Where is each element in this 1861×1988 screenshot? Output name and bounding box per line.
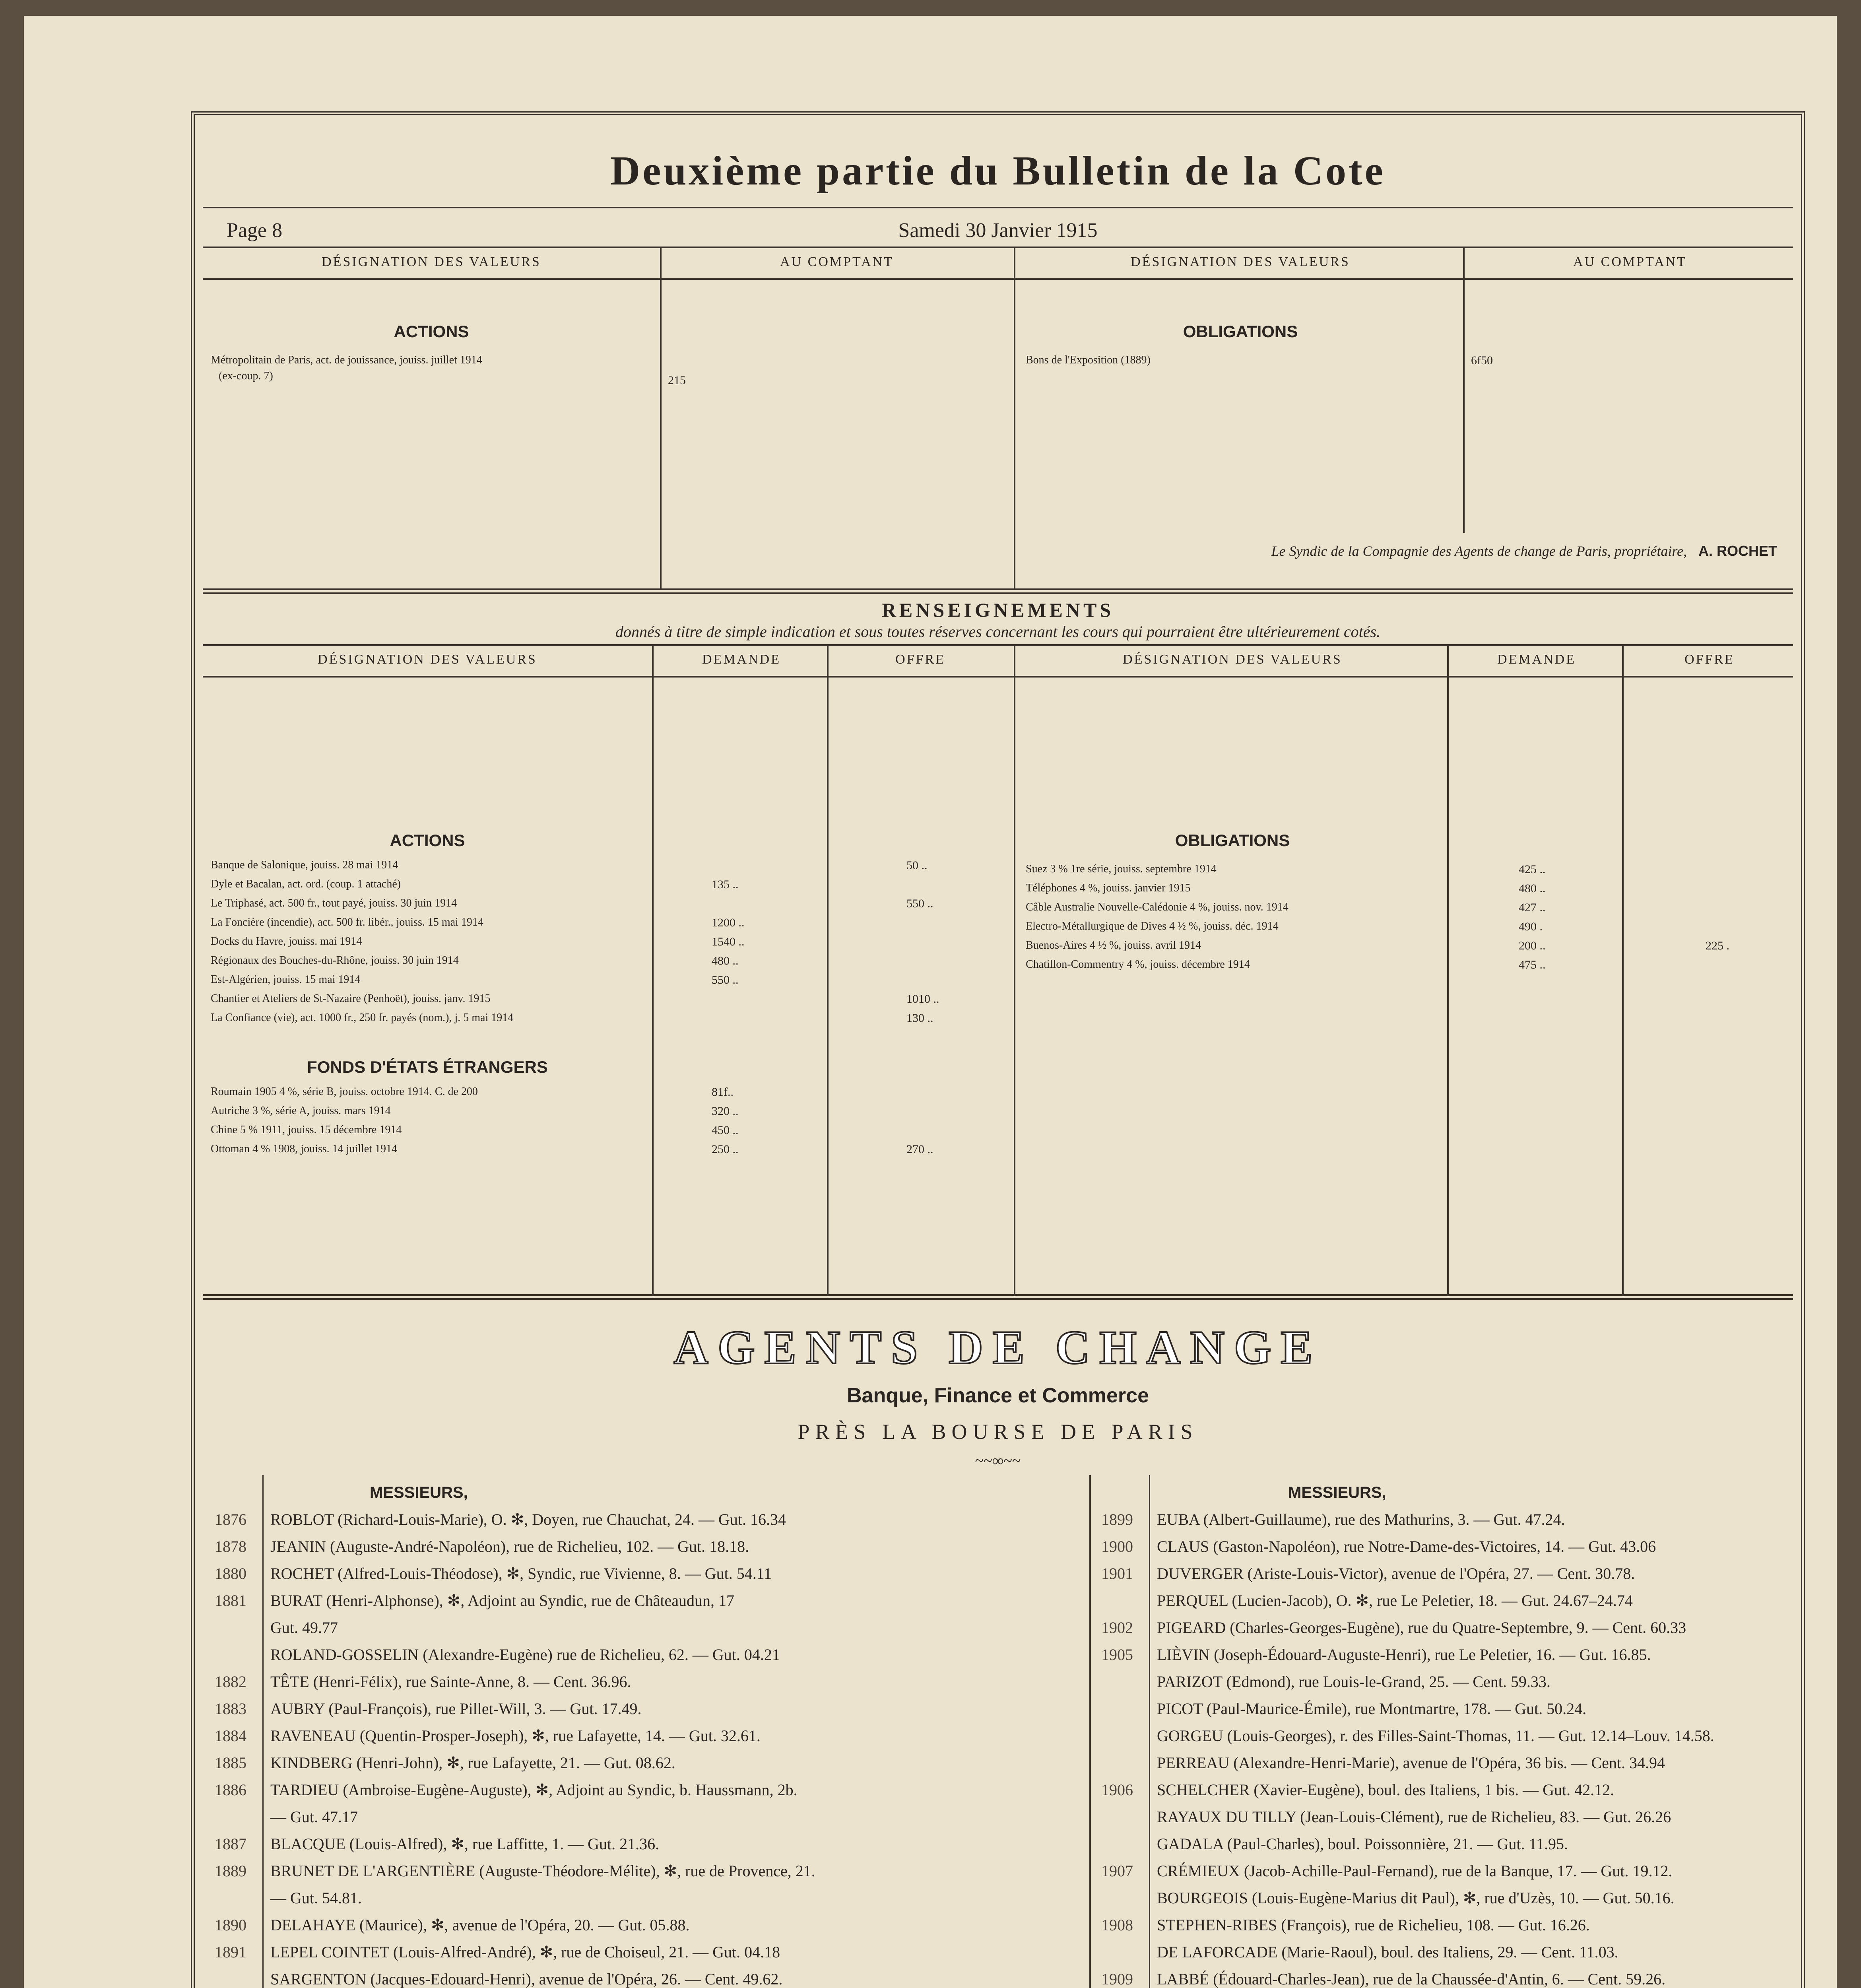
agent-text: JEANIN (Auguste-André-Napoléon), rue de Richelieu, 102. — Gut. 18.18. xyxy=(270,1538,749,1555)
agent-entry xyxy=(203,1641,1085,1668)
fonds-heading: FONDS D'ÉTATS ÉTRANGERS xyxy=(307,1058,548,1076)
demande-value: 200 .. xyxy=(1519,939,1546,952)
valeur-name: Autriche 3 %, série A, jouiss. mars 1914 xyxy=(211,1105,391,1117)
syndic-name: A. ROCHET xyxy=(1698,543,1777,559)
agent-text: GADALA (Paul-Charles), boul. Poissonnière, 21. — Gut. 11.95. xyxy=(1157,1835,1568,1853)
header-rule xyxy=(203,644,1793,646)
valeur-name: Chine 5 % 1911, jouiss. 15 décembre 1914 xyxy=(211,1124,402,1136)
agent-entry xyxy=(203,1587,1085,1614)
demande-value: 320 .. xyxy=(712,1105,739,1118)
valeur-name: Suez 3 % 1re série, jouiss. septembre 1914 xyxy=(1026,863,1217,875)
col-header-designation: DÉSIGNATION DES VALEURS xyxy=(318,652,537,667)
offre-value: 130 .. xyxy=(906,1011,933,1025)
agent-text: RAYAUX DU TILLY (Jean-Louis-Clément), rue de Richelieu, 83. — Gut. 26.26 xyxy=(1157,1808,1671,1826)
agent-entry xyxy=(203,1858,1085,1885)
col-divider xyxy=(827,644,829,1296)
agent-entry xyxy=(1089,1560,1805,1587)
agent-entry xyxy=(203,1533,1085,1560)
valeur-name: Buenos-Aires 4 ½ %, jouiss. avril 1914 xyxy=(1026,939,1201,951)
header-rule xyxy=(203,676,1793,678)
header-rule xyxy=(203,278,1793,280)
agent-entry xyxy=(203,1614,1085,1641)
section-rule xyxy=(203,588,1793,590)
section-rule xyxy=(203,592,1793,594)
col-divider xyxy=(1447,644,1449,1296)
agent-entry xyxy=(1089,1722,1805,1749)
agent-entry xyxy=(1089,1966,1805,1988)
col-divider xyxy=(652,644,654,1296)
col-divider xyxy=(1463,247,1465,533)
agent-entry xyxy=(1089,1749,1805,1776)
valeur-name: Chatillon-Commentry 4 %, jouiss. décembre 1914 xyxy=(1026,958,1250,971)
agents-subtitle2: PRÈS LA BOURSE DE PARIS xyxy=(798,1420,1198,1444)
agent-entry xyxy=(1089,1804,1805,1831)
agent-year: 1880 xyxy=(215,1565,246,1582)
agent-text: CLAUS (Gaston-Napoléon), rue Notre-Dame-des-Victoires, 14. — Gut. 43.06 xyxy=(1157,1538,1656,1555)
newspaper-page xyxy=(24,16,1837,1988)
cote-row-name-cont: (ex-coup. 7) xyxy=(219,370,273,382)
agent-entry xyxy=(203,1966,1085,1988)
valeur-name: Câble Australie Nouvelle-Calédonie 4 %, jouiss. nov. 1914 xyxy=(1026,901,1289,913)
demande-value: 427 .. xyxy=(1519,901,1546,914)
offre-value: 225 . xyxy=(1706,939,1729,952)
valeur-name: Banque de Salonique, jouiss. 28 mai 1914 xyxy=(211,859,398,871)
col-header-demande-right: DEMANDE xyxy=(1497,652,1576,667)
demande-value: 450 .. xyxy=(712,1124,739,1137)
agent-entry xyxy=(203,1912,1085,1939)
agent-entry xyxy=(1089,1831,1805,1858)
agents-left-column xyxy=(203,1479,1085,1988)
valeur-name: Régionaux des Bouches-du-Rhône, jouiss. 30 juin 1914 xyxy=(211,954,459,967)
agent-text: PARIZOT (Edmond), rue Louis-le-Grand, 25. — Cent. 59.33. xyxy=(1157,1673,1551,1691)
agent-text: PERQUEL (Lucien-Jacob), O. ✻, rue Le Peletier, 18. — Gut. 24.67–24.74 xyxy=(1157,1592,1633,1609)
table-top-rule xyxy=(203,247,1793,248)
agent-entry xyxy=(203,1560,1085,1587)
valeur-name: Docks du Havre, jouiss. mai 1914 xyxy=(211,935,362,947)
issue-date: Samedi 30 Janvier 1915 xyxy=(898,219,1098,242)
agent-entry xyxy=(1089,1776,1805,1804)
valeur-name: Le Triphasé, act. 500 fr., tout payé, jouiss. 30 juin 1914 xyxy=(211,897,457,909)
title-rule xyxy=(203,207,1793,208)
agent-entry xyxy=(203,1722,1085,1749)
agents-left-list xyxy=(203,1506,1085,1988)
agent-text: KINDBERG (Henri-John), ✻, rue Lafayette, 21. — Gut. 08.62. xyxy=(270,1754,675,1772)
page-number: Page 8 xyxy=(227,219,283,242)
agent-text: DUVERGER (Ariste-Louis-Victor), avenue de l'Opéra, 27. — Cent. 30.78. xyxy=(1157,1565,1635,1582)
cote-row-value: 215 xyxy=(668,374,686,387)
offre-value: 550 .. xyxy=(906,897,933,910)
valeur-name: Dyle et Bacalan, act. ord. (coup. 1 attaché) xyxy=(211,878,401,890)
agent-entry xyxy=(1089,1614,1805,1641)
col-header-comptant: AU COMPTANT xyxy=(780,254,894,269)
offre-value: 50 .. xyxy=(906,859,928,872)
valeur-name: Chantier et Ateliers de St-Nazaire (Penhoët), jouiss. janv. 1915 xyxy=(211,992,491,1005)
agent-text: CRÉMIEUX (Jacob-Achille-Paul-Fernand), rue de la Banque, 17. — Gut. 19.12. xyxy=(1157,1862,1673,1880)
valeur-name: Est-Algérien, jouiss. 15 mai 1914 xyxy=(211,973,361,986)
col-header-designation-right: DÉSIGNATION DES VALEURS xyxy=(1131,254,1350,269)
demande-value: 135 .. xyxy=(712,878,739,891)
agent-entry xyxy=(1089,1939,1805,1966)
agent-text: ROLAND-GOSSELIN (Alexandre-Eugène) rue de Richelieu, 62. — Gut. 04.21 xyxy=(270,1646,780,1664)
agent-entry xyxy=(1089,1506,1805,1533)
offre-value: 270 .. xyxy=(906,1143,933,1156)
agent-text: RAVENEAU (Quentin-Prosper-Joseph), ✻, rue Lafayette, 14. — Gut. 32.61. xyxy=(270,1727,761,1745)
agent-entry xyxy=(203,1749,1085,1776)
col-divider xyxy=(1014,644,1015,1296)
agents-right-column xyxy=(1089,1479,1805,1988)
syndic-note-text: Le Syndic de la Compagnie des Agents de change de Paris, propriétaire, xyxy=(1271,543,1687,559)
demande-value: 550 .. xyxy=(712,973,739,986)
agent-year: 1887 xyxy=(215,1835,246,1853)
agent-entry xyxy=(203,1804,1085,1831)
agent-text: LABBÉ (Édouard-Charles-Jean), rue de la Chaussée-d'Antin, 6. — Cent. 59.26. xyxy=(1157,1970,1666,1988)
agent-entry xyxy=(1089,1668,1805,1695)
demande-value: 490 . xyxy=(1519,920,1543,933)
col-header-demande: DEMANDE xyxy=(702,652,781,667)
renseignements-title: RENSEIGNEMENTS xyxy=(881,599,1114,621)
demande-value: 480 .. xyxy=(1519,882,1546,895)
section-rule xyxy=(203,1294,1793,1296)
section-rule xyxy=(203,1298,1793,1300)
demande-value: 475 .. xyxy=(1519,958,1546,971)
agent-year: 1885 xyxy=(215,1754,246,1772)
agent-entry xyxy=(1089,1695,1805,1722)
agent-year: 1906 xyxy=(1101,1781,1133,1799)
col-divider xyxy=(1622,644,1624,1296)
agent-entry xyxy=(1089,1885,1805,1912)
obligations-heading: OBLIGATIONS xyxy=(1183,322,1298,341)
agent-year: 1900 xyxy=(1101,1538,1133,1555)
agent-year: 1881 xyxy=(215,1592,246,1609)
agent-text: GORGEU (Louis-Georges), r. des Filles-Saint-Thomas, 11. — Gut. 12.14–Louv. 14.58. xyxy=(1157,1727,1714,1745)
agent-entry xyxy=(1089,1533,1805,1560)
messieurs-label: MESSIEURS, xyxy=(1288,1484,1386,1501)
agent-entry xyxy=(203,1939,1085,1966)
cote-row-name: Métropolitain de Paris, act. de jouissance, jouiss. juillet 1914 xyxy=(211,354,482,366)
cote-row-value: 6f50 xyxy=(1471,354,1493,367)
agent-year: 1884 xyxy=(215,1727,246,1745)
agent-text: SARGENTON (Jacques-Edouard-Henri), avenue de l'Opéra, 26. — Cent. 49.62. xyxy=(270,1970,783,1988)
valeur-name: Téléphones 4 %, jouiss. janvier 1915 xyxy=(1026,882,1191,894)
valeur-name: Ottoman 4 % 1908, jouiss. 14 juillet 1914 xyxy=(211,1143,397,1155)
agent-entry xyxy=(203,1668,1085,1695)
bulletin-frame xyxy=(191,111,1805,1988)
demande-value: 1200 .. xyxy=(712,916,745,929)
demande-value: 81f.. xyxy=(712,1085,734,1099)
agent-year: 1878 xyxy=(215,1538,246,1555)
agents-subtitle: Banque, Finance et Commerce xyxy=(847,1384,1149,1407)
agent-year: 1883 xyxy=(215,1700,246,1718)
agent-text: LIÈVIN (Joseph-Édouard-Auguste-Henri), rue Le Peletier, 16. — Gut. 16.85. xyxy=(1157,1646,1651,1664)
agent-text: PICOT (Paul-Maurice-Émile), rue Montmartre, 178. — Gut. 50.24. xyxy=(1157,1700,1587,1718)
actions-heading: ACTIONS xyxy=(390,831,465,850)
agent-year: 1909 xyxy=(1101,1970,1133,1988)
agent-entry xyxy=(1089,1587,1805,1614)
agent-text: TARDIEU (Ambroise-Eugène-Auguste), ✻, Adjoint au Syndic, b. Haussmann, 2b. xyxy=(270,1781,798,1799)
col-header-designation: DÉSIGNATION DES VALEURS xyxy=(322,254,541,269)
agent-entry xyxy=(1089,1912,1805,1939)
agent-year: 1901 xyxy=(1101,1565,1133,1582)
agent-text: ROCHET (Alfred-Louis-Théodose), ✻, Syndic, rue Vivienne, 8. — Gut. 54.11 xyxy=(270,1565,772,1582)
offre-value: 1010 .. xyxy=(906,992,939,1006)
agent-text: BRUNET DE L'ARGENTIÈRE (Auguste-Théodore-Mélite), ✻, rue de Provence, 21. xyxy=(270,1862,815,1880)
agent-year: 1886 xyxy=(215,1781,246,1799)
valeur-name: La Foncière (incendie), act. 500 fr. libér., jouiss. 15 mai 1914 xyxy=(211,916,483,928)
agent-text: BLACQUE (Louis-Alfred), ✻, rue Laffitte, 1. — Gut. 21.36. xyxy=(270,1835,660,1853)
agents-right-list xyxy=(1089,1506,1805,1988)
agent-entry xyxy=(203,1695,1085,1722)
obligations-heading: OBLIGATIONS xyxy=(1175,831,1290,850)
agent-text: BURAT (Henri-Alphonse), ✻, Adjoint au Syndic, rue de Châteaudun, 17 xyxy=(270,1592,735,1609)
agent-text: SCHELCHER (Xavier-Eugène), boul. des Italiens, 1 bis. — Gut. 42.12. xyxy=(1157,1781,1615,1799)
demande-value: 1540 .. xyxy=(712,935,745,948)
agent-year: 1890 xyxy=(215,1916,246,1934)
agent-text: AUBRY (Paul-François), rue Pillet-Will, 3. — Gut. 17.49. xyxy=(270,1700,642,1718)
agent-text: EUBA (Albert-Guillaume), rue des Mathurins, 3. — Gut. 47.24. xyxy=(1157,1510,1565,1528)
renseignements-subtitle: donnés à titre de simple indication et sous toutes réserves concernant les cours qui pourraient être ultérieurement cotés. xyxy=(615,623,1381,641)
agent-year: 1891 xyxy=(215,1943,246,1961)
agent-year: 1905 xyxy=(1101,1646,1133,1664)
col-header-offre: OFFRE xyxy=(895,652,945,667)
valeur-name: La Confiance (vie), act. 1000 fr., 250 fr. payés (nom.), j. 5 mai 1914 xyxy=(211,1011,514,1024)
actions-heading: ACTIONS xyxy=(394,322,469,341)
valeur-name: Roumain 1905 4 %, série B, jouiss. octobre 1914. C. de 200 xyxy=(211,1085,478,1098)
agent-entry xyxy=(1089,1641,1805,1668)
col-divider xyxy=(660,247,662,588)
agent-text: BOURGEOIS (Louis-Eugène-Marius dit Paul), ✻, rue d'Uzès, 10. — Gut. 50.16. xyxy=(1157,1889,1675,1907)
agent-year: 1908 xyxy=(1101,1916,1133,1934)
cote-row-name: Bons de l'Exposition (1889) xyxy=(1026,354,1151,366)
agent-year: 1882 xyxy=(215,1673,246,1691)
agent-entry xyxy=(203,1506,1085,1533)
agent-text: — Gut. 54.81. xyxy=(270,1889,362,1907)
agent-year: 1899 xyxy=(1101,1510,1133,1528)
agent-text: TÊTE (Henri-Félix), rue Sainte-Anne, 8. — Cent. 36.96. xyxy=(270,1673,631,1691)
agent-text: DELAHAYE (Maurice), ✻, avenue de l'Opéra, 20. — Gut. 05.88. xyxy=(270,1916,690,1934)
agent-text: PERREAU (Alexandre-Henri-Marie), avenue de l'Opéra, 36 bis. — Cent. 34.94 xyxy=(1157,1754,1665,1772)
ornament-divider: ~~∞~~ xyxy=(975,1452,1021,1470)
agent-text: ROBLOT (Richard-Louis-Marie), O. ✻, Doyen, rue Chauchat, 24. — Gut. 16.34 xyxy=(270,1510,786,1528)
col-header-offre-right: OFFRE xyxy=(1684,652,1735,667)
agent-text: Gut. 49.77 xyxy=(270,1619,338,1637)
agents-title: AGENTS DE CHANGE xyxy=(673,1321,1322,1374)
valeur-name: Electro-Métallurgique de Dives 4 ½ %, jouiss. déc. 1914 xyxy=(1026,920,1279,932)
agent-text: STEPHEN-RIBES (François), rue de Richelieu, 108. — Gut. 16.26. xyxy=(1157,1916,1590,1934)
syndic-note xyxy=(1022,543,1777,559)
agent-text: PIGEARD (Charles-Georges-Eugène), rue du Quatre-Septembre, 9. — Cent. 60.33 xyxy=(1157,1619,1686,1637)
page-title: Deuxième partie du Bulletin de la Cote xyxy=(610,148,1386,194)
agent-year: 1902 xyxy=(1101,1619,1133,1637)
agent-text: — Gut. 47.17 xyxy=(270,1808,358,1826)
agent-entry xyxy=(203,1885,1085,1912)
agent-entry xyxy=(203,1776,1085,1804)
demande-value: 425 .. xyxy=(1519,863,1546,876)
agent-entry xyxy=(1089,1858,1805,1885)
messieurs-label: MESSIEURS, xyxy=(370,1484,468,1501)
agent-entry xyxy=(203,1831,1085,1858)
col-header-comptant-right: AU COMPTANT xyxy=(1573,254,1687,269)
agent-year: 1876 xyxy=(215,1510,246,1528)
demande-value: 250 .. xyxy=(712,1143,739,1156)
demande-value: 480 .. xyxy=(712,954,739,967)
agent-text: DE LAFORCADE (Marie-Raoul), boul. des Italiens, 29. — Cent. 11.03. xyxy=(1157,1943,1618,1961)
agent-year: 1889 xyxy=(215,1862,246,1880)
agent-year: 1907 xyxy=(1101,1862,1133,1880)
agent-text: LEPEL COINTET (Louis-Alfred-André), ✻, rue de Choiseul, 21. — Gut. 04.18 xyxy=(270,1943,780,1961)
col-header-designation-right: DÉSIGNATION DES VALEURS xyxy=(1123,652,1342,667)
col-divider xyxy=(1014,247,1015,588)
